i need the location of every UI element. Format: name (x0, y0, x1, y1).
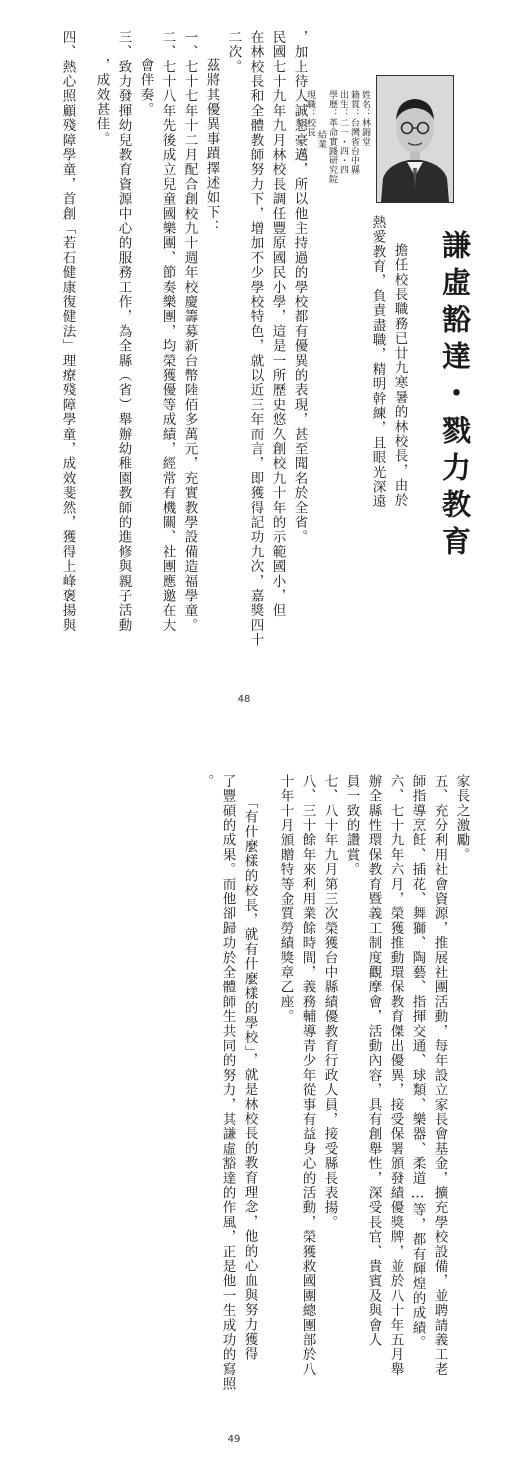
text-line-7: 七、八十年九月第三次榮獲台中縣績優教育行政人員，接受縣長表揚。 (321, 774, 338, 1230)
page-number: 48 (237, 694, 251, 705)
page-49 (0, 737, 518, 1474)
text-line-8: 八、三十餘年來利用業餘時間，義務輔導青少年從事有益身心的活動，榮獲救國團總團部於八 (299, 774, 316, 1377)
text-line-12: 。 (197, 774, 214, 789)
text-line-11: 了豐碩的成果。而他卻歸功於全體師生共同的努力，其謙虛豁達的作風，正是他一生成功的寫照 (219, 774, 236, 1392)
profile-name: 姓名：林錦堂 (360, 90, 370, 147)
text-line-9: 二、七十八年先後成立兒童國樂團、節奏樂團，均榮獲優等成績，經常有機關、社團應邀在大 (159, 30, 176, 633)
text-line-9: 十年十月頒贈特等金質勞績獎章乙座。 (277, 774, 294, 1024)
profile-position: 現職：校長 (305, 90, 315, 137)
text-line-6: 員一致的讚賞。 (343, 774, 360, 877)
text-line-4: 民國七十九年九月林校長調任豐原國民小學，這是一所歷史悠久創校九十年的示範國小，但 (269, 30, 286, 618)
profile-education-note: 結業 (316, 130, 326, 149)
text-line-3: ，加上待人誠懇豪邁，所以他主持過的學校都有優異的表現，甚至聞名於全省。 (291, 30, 308, 545)
profile-birth: 出生：二一・四・四 (338, 90, 348, 175)
text-line-2: 熱愛教育，負責盡職，精明幹練，且眼光深遠 (369, 215, 386, 509)
text-line-7: 茲將其優異事蹟擇述如下： (203, 58, 220, 235)
text-line-5: 辦全縣性環保教育暨義工制度觀摩會，活動內容，具有創舉性，深受長官、貴賓及與會人 (365, 774, 382, 1348)
text-line-3: 師指導烹飪、插花、舞獅、陶藝、指揮交通、球類、樂器、柔道…等，都有輝煌的成績。 (409, 774, 426, 1350)
profile-education: 學歷：革命實踐研究院 (327, 90, 337, 184)
page-number: 49 (227, 1434, 241, 1445)
text-line-4: 六、七十九年六月，榮獲推動環保教育傑出優異，接受保署頒發績優獎牌，並於八十年五月舉 (387, 774, 404, 1377)
text-line-5: 在林校長和全體教師努力下，增加不少學校特色，就以近三年而言，即獲得記功九次，嘉獎四十 (247, 30, 264, 648)
text-line-12: ，成效甚佳。 (93, 58, 110, 147)
text-line-1: 家長之激勵。 (453, 774, 470, 863)
text-line-10: 「有什麼樣的校長，就有什麼樣的學校」，就是林校長的教育理念，他的心血與努力獲得 (241, 795, 258, 1362)
article-title: 謙虛豁達・戮力教育 (438, 230, 472, 563)
text-line-10: 會伴奏。 (137, 58, 154, 117)
text-line-1: 擔任校長職務已廿九寒暑的林校長，由於 (391, 243, 408, 508)
portrait-photo (376, 75, 454, 203)
text-line-11: 三、致力發揮幼兒教育資源中心的服務工作，為全縣（省）舉辦幼稚園教師的進修與親子活動 (115, 30, 132, 633)
text-line-13: 四、熱心照顧殘障學童，首創「若石健康復健法」理療殘障學童，成效斐然，獲得上峰褒揚與 (59, 30, 76, 633)
text-line-2: 五、充分利用社會資源，推展社團活動，每年設立家長會基金，擴充學校設備，並聘請義工老 (431, 774, 448, 1377)
profile-origin: 籍貫：台灣省台中縣 (349, 90, 359, 175)
text-line-8: 一、七十七年十二月配合創校九十週年校慶籌募新台幣陸佰多萬元，充實教學設備造福學童。 (181, 30, 198, 633)
text-line-6: 二次。 (225, 30, 242, 75)
